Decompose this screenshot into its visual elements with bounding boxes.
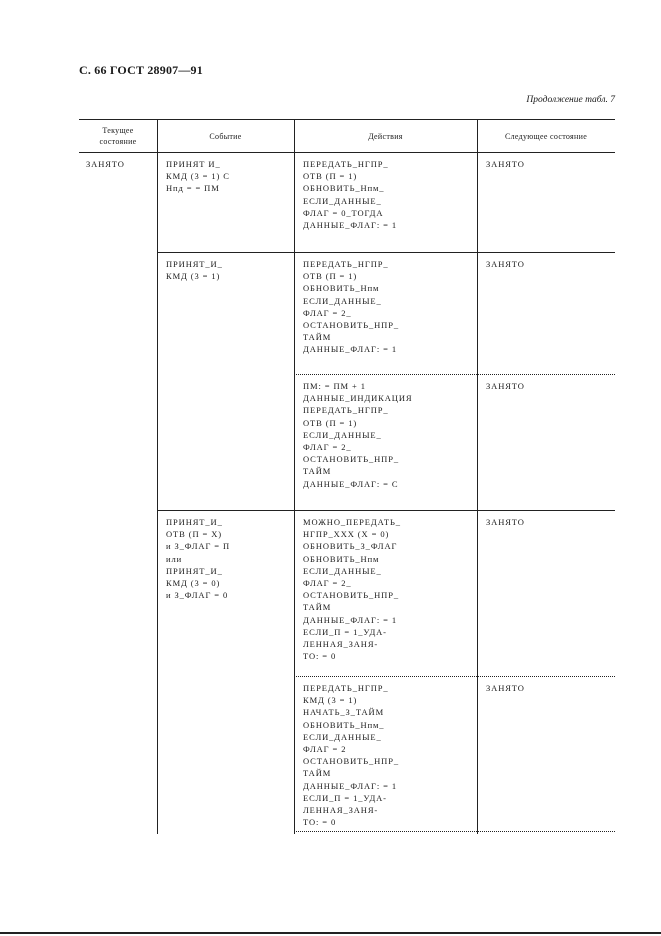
- current-state-value: ЗАНЯТО: [86, 159, 125, 169]
- header-event: Событие: [209, 132, 242, 141]
- header-actions: Действия: [368, 132, 403, 141]
- action-cell: ПЕРЕДАТЬ_НГПР_ КМД (3 = 1) НАЧАТЬ_З_ТАЙМ ОБНОВИТЬ_Нпм_ ЕСЛИ_ДАННЫЕ_ ФЛАГ = 2 ОСТАНОВИТЬ_НПР_ ТАЙМ ДАННЫЕ_ФЛАГ: = 1 ЕСЛИ_П = 1_УДА- ЛЕННАЯ_ЗАНЯ- ТО: = 0: [303, 683, 399, 828]
- action-cell: ПЕРЕДАТЬ_НГПР_ ОТВ (П = 1) ОБНОВИТЬ_Нпм ЕСЛИ_ДАННЫЕ_ ФЛАГ = 2_ ОСТАНОВИТЬ_НПР_ ТАЙМ ДАННЫЕ_ФЛАГ: = 1: [303, 259, 399, 355]
- table-top-rule: [79, 119, 615, 120]
- event-cell: ПРИНЯТ_И_ КМД (3 = 1): [166, 259, 223, 282]
- page-bottom-rule: [0, 932, 661, 934]
- column-divider-3: [477, 119, 478, 834]
- column-divider-1: [157, 119, 158, 834]
- table-caption: Продолжение табл. 7: [526, 95, 615, 105]
- event-cell: ПРИНЯТ И_ КМД (3 = 1) С Нпд = = ПМ: [166, 159, 230, 194]
- row-separator-dotted: [294, 676, 615, 677]
- next-state-cell: ЗАНЯТО: [486, 381, 525, 391]
- next-state-cell: ЗАНЯТО: [486, 517, 525, 527]
- table-header-rule: [79, 152, 615, 153]
- action-cell: ПЕРЕДАТЬ_НГПР_ ОТВ (П = 1) ОБНОВИТЬ_Нпм_ ЕСЛИ_ДАННЫЕ_ ФЛАГ = 0_ТОГДА ДАННЫЕ_ФЛАГ: = 1: [303, 159, 398, 231]
- column-divider-2: [294, 119, 295, 834]
- next-state-cell: ЗАНЯТО: [486, 683, 525, 693]
- row-separator-dotted: [294, 831, 615, 832]
- row-separator: [157, 252, 615, 253]
- header-next-state: Следующее состояние: [504, 132, 588, 141]
- action-cell: ПМ: = ПМ + 1 ДАННЫЕ_ИНДИКАЦИЯ ПЕРЕДАТЬ_НГПР_ ОТВ (П = 1) ЕСЛИ_ДАННЫЕ_ ФЛАГ = 2_ ОСТАНОВИТЬ_НПР_ ТАЙМ ДАННЫЕ_ФЛАГ: = С: [303, 381, 413, 489]
- event-cell: ПРИНЯТ_И_ ОТВ (П = Х) и З_ФЛАГ = П или ПРИНЯТ_И_ КМД (3 = 0) и З_ФЛАГ = 0: [166, 517, 231, 601]
- row-separator: [157, 510, 615, 511]
- row-separator-dotted: [294, 374, 615, 375]
- header-current-state: Текущее состояние: [99, 126, 137, 146]
- action-cell: МОЖНО_ПЕРЕДАТЬ_ НГПР_ХХХ (Х = 0) ОБНОВИТЬ_З_ФЛАГ ОБНОВИТЬ_Нпм ЕСЛИ_ДАННЫЕ_ ФЛАГ = 2_ ОСТАНОВИТЬ_НПР_ ТАЙМ ДАННЫЕ_ФЛАГ: = 1 ЕСЛИ_П = 1_УДА- ЛЕННАЯ_ЗАНЯ- ТО: = 0: [303, 517, 401, 662]
- next-state-cell: ЗАНЯТО: [486, 259, 525, 269]
- page-header: С. 66 ГОСТ 28907—91: [79, 63, 203, 77]
- next-state-cell: ЗАНЯТО: [486, 159, 525, 169]
